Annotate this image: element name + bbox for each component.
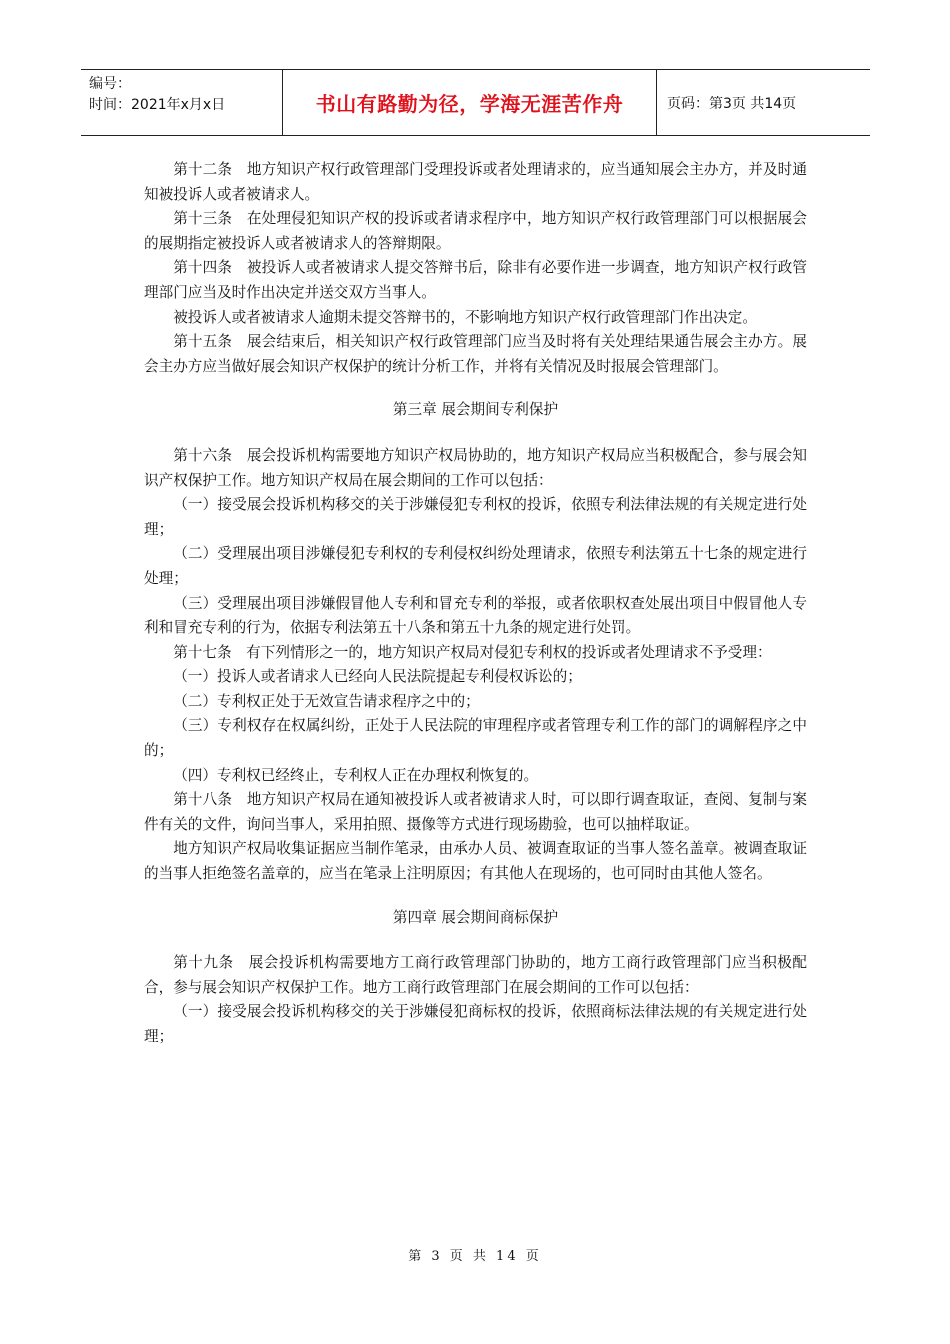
- document-code-label: 编号：: [89, 76, 131, 92]
- article-17-item-4: （四）专利权已经终止，专利权人正在办理权利恢复的。: [173, 766, 539, 784]
- article-18-paragraph-2: 地方知识产权局收集证据应当制作笔录，由承办人员、被调查取证的当事人签名盖章。被调查取证的当事人拒绝签名盖章的，应当在笔录上注明原因；有其他人在现场的，也可同时由其他人签名。: [144, 840, 807, 883]
- header-meta-cell: [81, 70, 283, 135]
- header-motto-cell: [283, 70, 657, 135]
- article-19-item-1: （一）接受展会投诉机构移交的关于涉嫌侵犯商标权的投诉，依照商标法律法规的有关规定进行处理；: [144, 1003, 807, 1045]
- document-time-label: 时间：2021年x月x日: [89, 97, 226, 113]
- article-16-item-2: （二）受理展出项目涉嫌侵犯专利权的专利侵权纠纷处理请求，依照专利法第五十七条的规定进行处理；: [144, 545, 807, 587]
- article-12: 第十二条 地方知识产权行政管理部门受理投诉或者处理请求的，应当通知展会主办方，并及时通知被投诉人或者被请求人。: [144, 161, 807, 203]
- article-16-item-1: （一）接受展会投诉机构移交的关于涉嫌侵犯专利权的投诉，依照专利法律法规的有关规定进行处理；: [144, 496, 807, 538]
- article-19: 第十九条 展会投诉机构需要地方工商行政管理部门协助的，地方工商行政管理部门应当积极配合，参与展会知识产权保护工作。地方工商行政管理部门在展会期间的工作可以包括：: [144, 954, 807, 996]
- header-page-info: 页码：第3页 共14页: [667, 95, 797, 112]
- article-17-item-2: （二）专利权正处于无效宣告请求程序之中的；: [173, 692, 480, 710]
- article-14: 第十四条 被投诉人或者被请求人提交答辩书后，除非有必要作进一步调查，地方知识产权行政管理部门应当及时作出决定并送交双方当事人。: [144, 259, 807, 301]
- chapter-3-heading: 第三章 展会期间专利保护: [392, 401, 559, 419]
- article-17: 第十七条 有下列情形之一的，地方知识产权局对侵犯专利权的投诉或者处理请求不予受理：: [173, 643, 772, 661]
- document-body: [144, 158, 807, 1050]
- page-footer: [0, 1245, 950, 1264]
- header-motto: 书山有路勤为径，学海无涯苦作舟: [315, 92, 624, 116]
- footer-page-number: 第 3 页 共 14 页: [408, 1249, 542, 1264]
- article-16-item-3: （三）受理展出项目涉嫌假冒他人专利和冒充专利的举报，或者依职权查处展出项目中假冒他人专利和冒充专利的行为，依据专利法第五十八条和第五十九条的规定进行处罚。: [144, 594, 807, 637]
- chapter-4-heading: 第四章 展会期间商标保护: [392, 908, 559, 926]
- article-16: 第十六条 展会投诉机构需要地方知识产权局协助的，地方知识产权局应当积极配合，参与展会知识产权保护工作。地方知识产权局在展会期间的工作可以包括：: [144, 446, 807, 489]
- header-page-cell: [657, 70, 870, 135]
- article-18: 第十八条 地方知识产权局在通知被投诉人或者被请求人时，可以即行调查取证，查阅、复制与案件有关的文件，询问当事人，采用拍照、摄像等方式进行现场勘验，也可以抽样取证。: [144, 791, 807, 833]
- article-17-item-3: （三）专利权存在权属纠纷，正处于人民法院的审理程序或者管理专利工作的部门的调解程序之中的；: [144, 717, 807, 760]
- article-17-item-1: （一）投诉人或者请求人已经向人民法院提起专利侵权诉讼的；: [173, 668, 582, 686]
- article-14-paragraph-2: 被投诉人或者被请求人逾期未提交答辩书的，不影响地方知识产权行政管理部门作出决定。: [173, 308, 757, 326]
- page-header: [81, 69, 870, 136]
- article-15: 第十五条 展会结束后，相关知识产权行政管理部门应当及时将有关处理结果通告展会主办方。展会主办方应当做好展会知识产权保护的统计分析工作，并将有关情况及时报展会管理部门。: [144, 333, 807, 375]
- article-13: 第十三条 在处理侵犯知识产权的投诉或者请求程序中，地方知识产权行政管理部门可以根据展会的展期指定被投诉人或者被请求人的答辩期限。: [144, 210, 807, 252]
